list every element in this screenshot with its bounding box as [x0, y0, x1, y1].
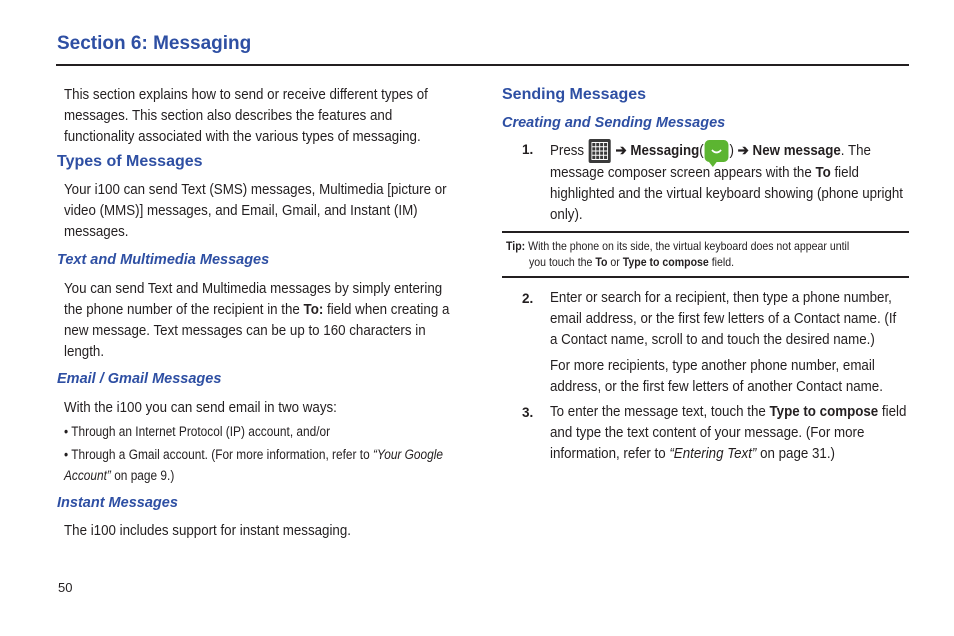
new-message-label: New message	[752, 142, 841, 159]
tip-label: Tip:	[506, 239, 526, 253]
google-account-link[interactable]: “Your Google Account”	[64, 447, 444, 483]
text-mm-paragraph	[64, 279, 461, 363]
tip-type-to-compose: Type to compose	[622, 255, 709, 269]
entering-text-link[interactable]: “Entering Text”	[669, 446, 757, 462]
instant-heading: Instant Messages	[57, 495, 178, 511]
intro-paragraph: This section explains how to send or receive different types of messages. This section also describes the features and functionality associated with the various types of messaging.	[64, 87, 428, 145]
text-mm-part2: field when creating a new message. Text messages can be up to 160 characters in length.	[64, 302, 450, 360]
paren-close: )	[729, 142, 734, 159]
tip-text-2a: you touch the	[529, 255, 596, 269]
step3-part3: on page 31.)	[756, 446, 835, 462]
tip-line-2	[529, 254, 899, 270]
step3-part1: To enter the message text, touch the	[550, 404, 770, 420]
email-paragraph: With the i100 you can send email in two ways:	[64, 400, 337, 416]
tip-line-1	[506, 238, 902, 254]
bullet-ip-account: • Through an Internet Protocol (IP) account, and/or	[64, 424, 331, 439]
step2-text: Enter or search for a recipient, then type a phone number, email address, or the first few letters of a Contact name. (If a Contact name, scroll to and touch the desired name.)	[550, 290, 897, 348]
types-paragraph: Your i100 can send Text (SMS) messages, Multimedia [picture or video (MMS)] messages, and Email, Gmail, and Instant (IM) messages.	[64, 182, 447, 240]
page-number: 50	[58, 580, 73, 595]
text-mm-part1: You can send Text and Multimedia messages by simply entering the phone number of the recipient in the	[64, 281, 443, 318]
bullet-gmail-account	[64, 444, 451, 486]
paren-open: (	[699, 142, 704, 159]
messaging-app-icon	[705, 140, 729, 162]
messaging-label: Messaging	[630, 142, 700, 159]
tip-text-2b: field.	[708, 255, 735, 269]
step2-number: 2.	[522, 291, 534, 306]
page-title: Section 6: Messaging	[57, 33, 252, 54]
step1-text	[550, 139, 912, 226]
instant-paragraph: The i100 includes support for instant messaging.	[64, 523, 351, 539]
bullet2-part1: • Through a Gmail account. (For more information, refer to	[64, 447, 373, 462]
arrow-1: ➔	[615, 142, 627, 159]
step1-rest1: . The message composer screen appears with the	[550, 142, 871, 181]
step1-rest2: field highlighted and the virtual keyboard showing (phone upright only).	[550, 165, 904, 223]
tip-to: To	[595, 255, 608, 269]
tip-top-rule	[502, 231, 909, 233]
tip-text-1: With the phone on its side, the virtual keyboard does not appear until	[525, 239, 850, 253]
title-divider	[56, 64, 909, 66]
tip-bottom-rule	[502, 276, 909, 278]
text-mm-heading: Text and Multimedia Messages	[57, 252, 270, 268]
step3-number: 3.	[522, 405, 534, 420]
email-heading: Email / Gmail Messages	[57, 371, 222, 387]
step1-press: Press	[550, 142, 585, 159]
type-to-compose-label: Type to compose	[769, 404, 879, 420]
tip-or: or	[607, 255, 623, 269]
step2-more: For more recipients, type another phone number, email address, or the first few letters of another Contact name.	[550, 358, 883, 395]
step3-part2: field and type the text content of your message. (For more information, refer to	[550, 404, 907, 462]
bullet2-part2: on page 9.)	[110, 468, 175, 483]
menu-grid-icon	[589, 139, 611, 163]
sending-heading: Sending Messages	[502, 86, 647, 103]
types-heading: Types of Messages	[57, 153, 203, 170]
arrow-2: ➔	[737, 142, 749, 159]
to-label: To	[815, 165, 831, 181]
creating-heading: Creating and Sending Messages	[502, 115, 726, 131]
step3-text	[550, 402, 907, 465]
step1-number: 1.	[522, 142, 534, 157]
to-field-label: To:	[303, 302, 324, 318]
